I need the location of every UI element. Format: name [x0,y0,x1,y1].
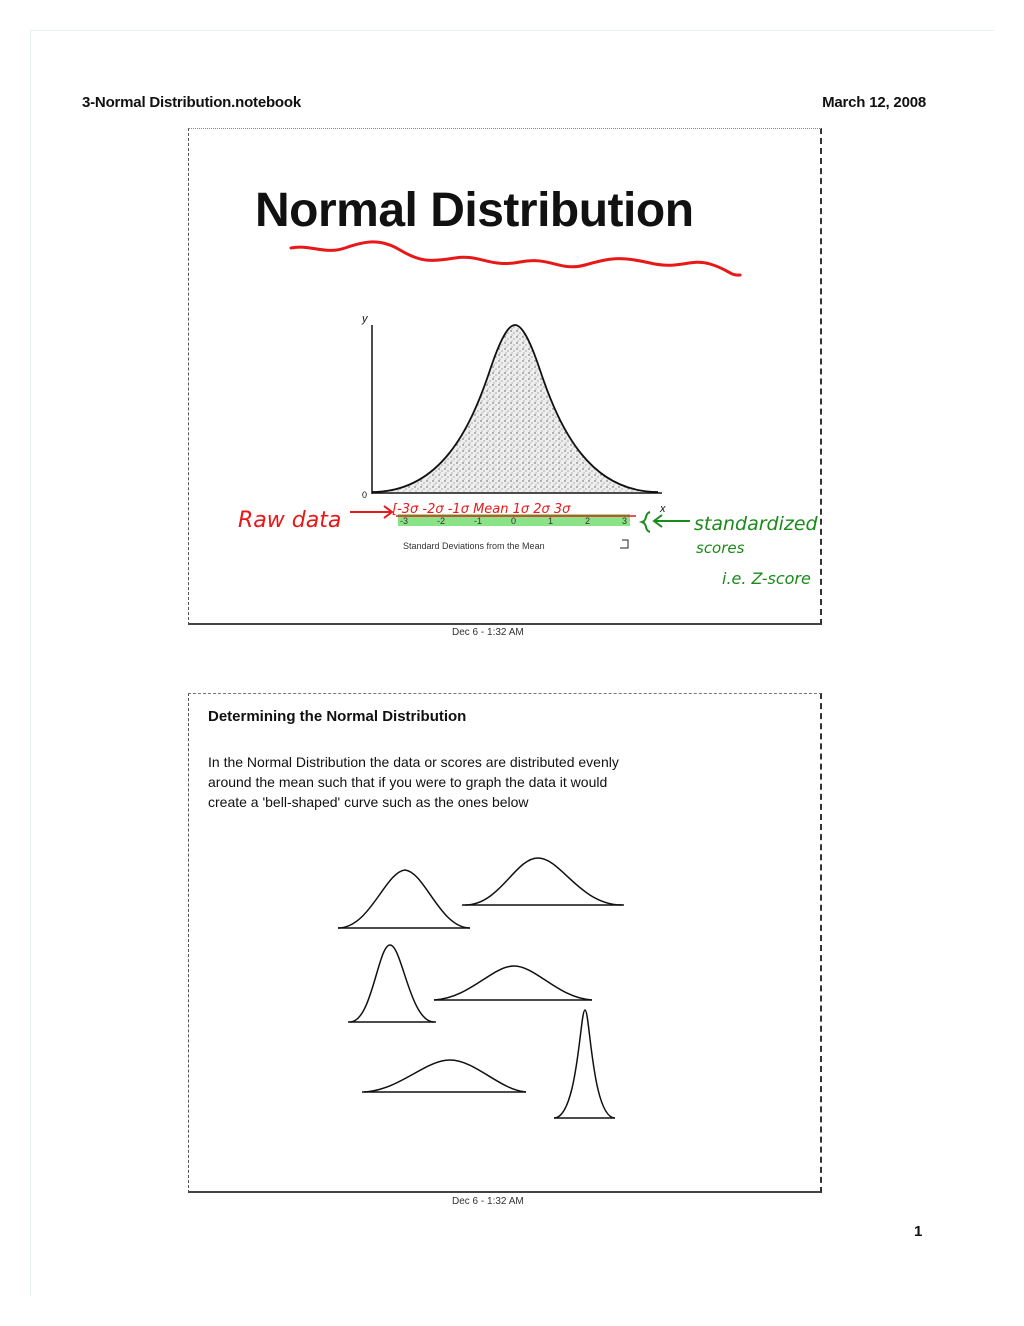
slide2-timestamp: Dec 6 - 1:32 AM [452,1196,524,1207]
sd-tick-label: 0 [511,516,517,526]
bell-curve-fill [372,325,658,492]
y-axis-label: y [362,313,368,325]
sd-tick-label: -3 [400,516,409,526]
notebook-file-name: 3-Normal Distribution.notebook [82,94,302,111]
caption-bracket [620,540,628,548]
bell-curve-2 [465,858,622,905]
bell-curve-1 [338,870,470,928]
sd-tick-label: -2 [437,516,446,526]
standardized-note: standardized [694,513,818,535]
x-axis-label: x [660,503,666,515]
bell-curve-6 [364,1060,526,1092]
axis-caption: Standard Deviations from the Mean [403,541,545,551]
notebook-date: March 12, 2008 [822,94,926,111]
raw-data-arrow [350,506,392,518]
z-score-note: i.e. Z-score [722,569,811,588]
green-brace [642,512,650,532]
bell-curve-4 [434,966,592,1000]
bell-curve-3 [350,945,434,1022]
bell-curves-examples [338,858,624,1118]
page-number: 1 [914,1223,923,1240]
slide2-paragraph-line-1: In the Normal Distribution the data or scores are distributed evenly [208,754,619,770]
sd-tick-label: 1 [548,516,554,526]
scores-note: scores [696,539,745,557]
raw-data-note: Raw data [238,508,342,533]
slide-title: Normal Distribution [255,184,694,237]
green-annotation [642,512,819,588]
green-arrow [654,515,690,527]
raw-data-marks: [-3σ -2σ -1σ Mean 1σ 2σ 3σ [392,502,571,517]
slide2-heading: Determining the Normal Distribution [208,708,467,725]
sd-tick-label: 2 [585,516,591,526]
slide2-paragraph-line-3: create a 'bell-shaped' curve such as the ones below [208,794,529,810]
bell-curve-5 [554,1010,615,1118]
origin-label: 0 [362,490,368,500]
slide1-timestamp: Dec 6 - 1:32 AM [452,627,524,638]
slide2-paragraph-line-2: around the mean such that if you were to graph the data it would [208,774,608,790]
red-underline-scribble [291,242,740,275]
sd-tick-label: -1 [474,516,483,526]
sd-tick-label: 3 [622,516,628,526]
